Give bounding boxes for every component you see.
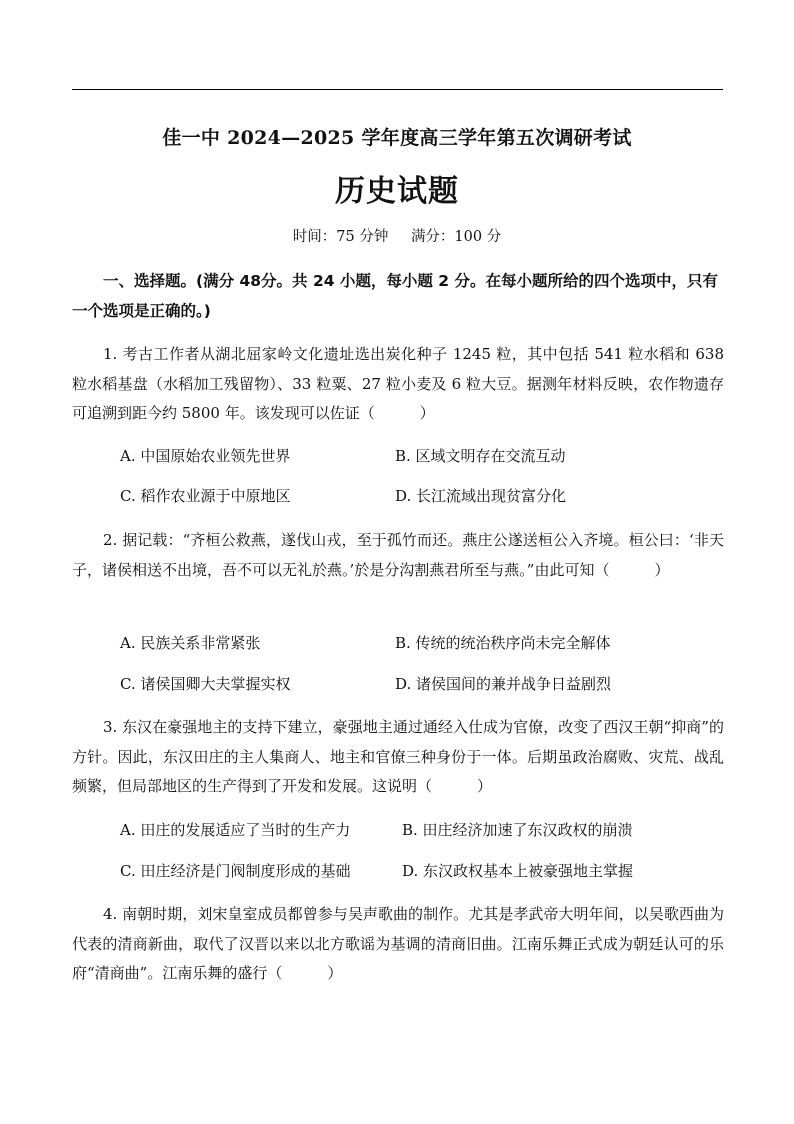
question-4-stem: 4. 南朝时期，刘宋皇室成员都曾参与吴声歌曲的制作。尤其是孝武帝大明年间，以吴歌西曲为代表的清商新曲，取代了汉晋以来以北方歌谣为基调的清商旧曲。江南乐舞正式成为朝廷认可的乐府“清商曲”。江南乐舞的盛行（ ） [72,905,724,982]
question-2-stem: 2. 据记载：“齐桓公救燕，遂伐山戎，至于孤竹而还。燕庄公遂送桓公入齐境。桓公曰：‘非天子，诸侯相送不出境，吾不可以无礼於燕。’於是分沟割燕君所至与燕。”由此可知（ ） [72,531,724,579]
question-1-options-row-2 [120,481,720,511]
exam-meta [0,224,794,250]
question-3-options-row-2 [120,856,720,886]
section-heading: 一、选择题。(满分 48分。共 24 小题，每小题 2 分。在每小题所给的四个选项中，只有一个选项是正确的。) [72,272,718,320]
question-1-option-c: C. 稻作农业源于中原地区 [120,487,291,505]
question-3-option-b: B. 田庄经济加速了东汉政权的崩溃 [402,821,633,839]
question-1-options-row-1 [120,441,720,471]
exam-title: 佳一中 2024—2025 学年度高三学年第五次调研考试 [162,127,632,149]
question-3-option-c: C. 田庄经济是门阀制度形成的基础 [120,862,351,880]
question-2-options-row-2 [120,669,720,699]
question-2-option-a: A. 民族关系非常紧张 [120,634,261,652]
subject-title: 历史试题 [335,174,459,209]
score-label: 满分：100 分 [410,229,502,245]
question-2-option-c: C. 诸侯国卿大夫掌握实权 [120,675,291,693]
header-rule [72,89,723,90]
question-3-option-d: D. 东汉政权基本上被豪强地主掌握 [402,862,634,880]
question-2-option-d: D. 诸侯国间的兼并战争日益剧烈 [395,675,612,693]
question-3-options-row-1 [120,815,720,845]
question-3-stem: 3. 东汉在豪强地主的支持下建立，豪强地主通过通经入仕成为官僚，改变了西汉王朝“抑商”的方针。因此，东汉田庄的主人集商人、地主和官僚三种身份于一体。后期虽政治腐败、灾荒、战乱频繁，但局部地区的生产得到了开发和发展。这说明（ ） [72,718,724,795]
question-1-option-d: D. 长江流域出现贫富分化 [395,487,567,505]
time-label: 时间：75 分钟 [292,229,389,245]
question-2-options-row-1 [120,628,720,658]
question-1-option-a: A. 中国原始农业领先世界 [120,447,291,465]
question-1-option-b: B. 区域文明存在交流互动 [395,447,566,465]
question-3-option-a: A. 田庄的发展适应了当时的生产力 [120,821,351,839]
question-1-stem: 1. 考古工作者从湖北屈家岭文化遗址选出炭化种子 1245 粒，其中包括 541 粒水稻和 638 粒水稻基盘（水稻加工残留物）、33 粒粟、27 粒小麦及 6 粒大豆。据测年材料反映，农作物遗存可追溯到距今约 5800 年。该发现可以佐证（ ） [72,345,724,422]
question-2-option-b: B. 传统的统治秩序尚未完全解体 [395,634,611,652]
